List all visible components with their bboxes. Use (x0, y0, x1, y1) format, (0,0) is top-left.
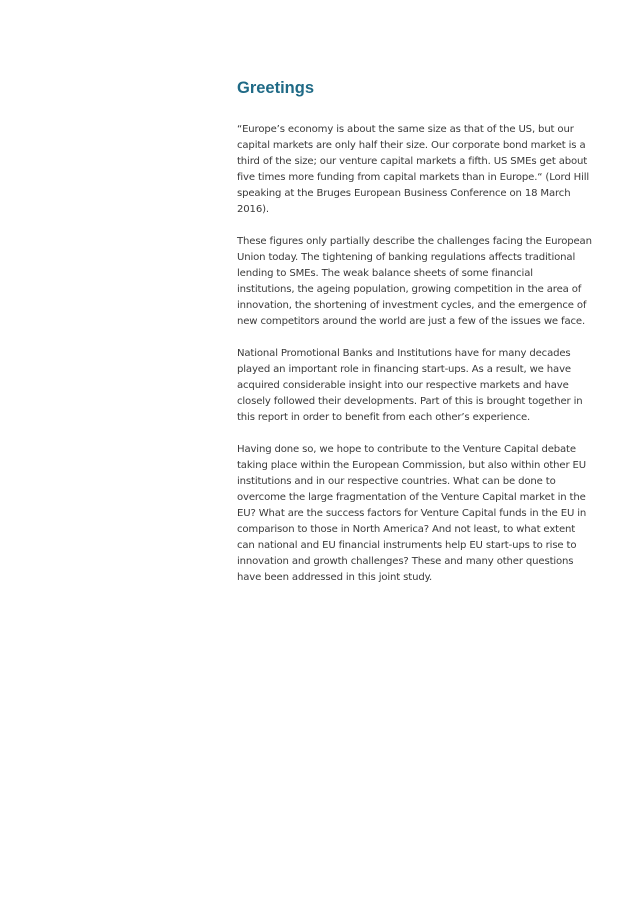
page-content (237, 77, 593, 602)
paragraph-quote: “Europe’s economy is about the same size as that of the US, but our capital markets are only half their size. Our corporate bond market is a third of the size; our venture capital markets a fifth. US SMEs get about five times more funding from capital markets than in Europe.“ (Lord Hill speaking at the Bruges European Business Conference on 18 March 2016). (237, 124, 590, 215)
paragraph-venture-capital-debate: Having done so, we hope to contribute to the Venture Capital debate taking place within the European Commission, but also within other EU institutions and in our respective countries. What can be done to overcome the large fragmentation of the Venture Capital market in the EU? What are the success factors for Venture Capital funds in the EU in comparison to those in North America? And not least, to what extent can national and EU financial instruments help EU start-ups to rise to innovation and growth challenges? These and many other questions have been addressed in this joint study. (237, 444, 587, 583)
paragraph-challenges: These figures only partially describe the challenges facing the European Union today. The tightening of banking regulations affects traditional lending to SMEs. The weak balance sheets of some financial institutions, the ageing population, growing competition in the area of innovation, the shortening of investment cycles, and the emergence of new competitors around the world are just a few of the issues we face. (237, 236, 592, 327)
page-title: Greetings (237, 79, 315, 97)
paragraph-promotional-banks: National Promotional Banks and Institutions have for many decades played an important role in financing start-ups. As a result, we have acquired considerable insight into our respective markets and have closely followed their developments. Part of this is brought together in this report in order to benefit from each other’s experience. (237, 348, 583, 423)
